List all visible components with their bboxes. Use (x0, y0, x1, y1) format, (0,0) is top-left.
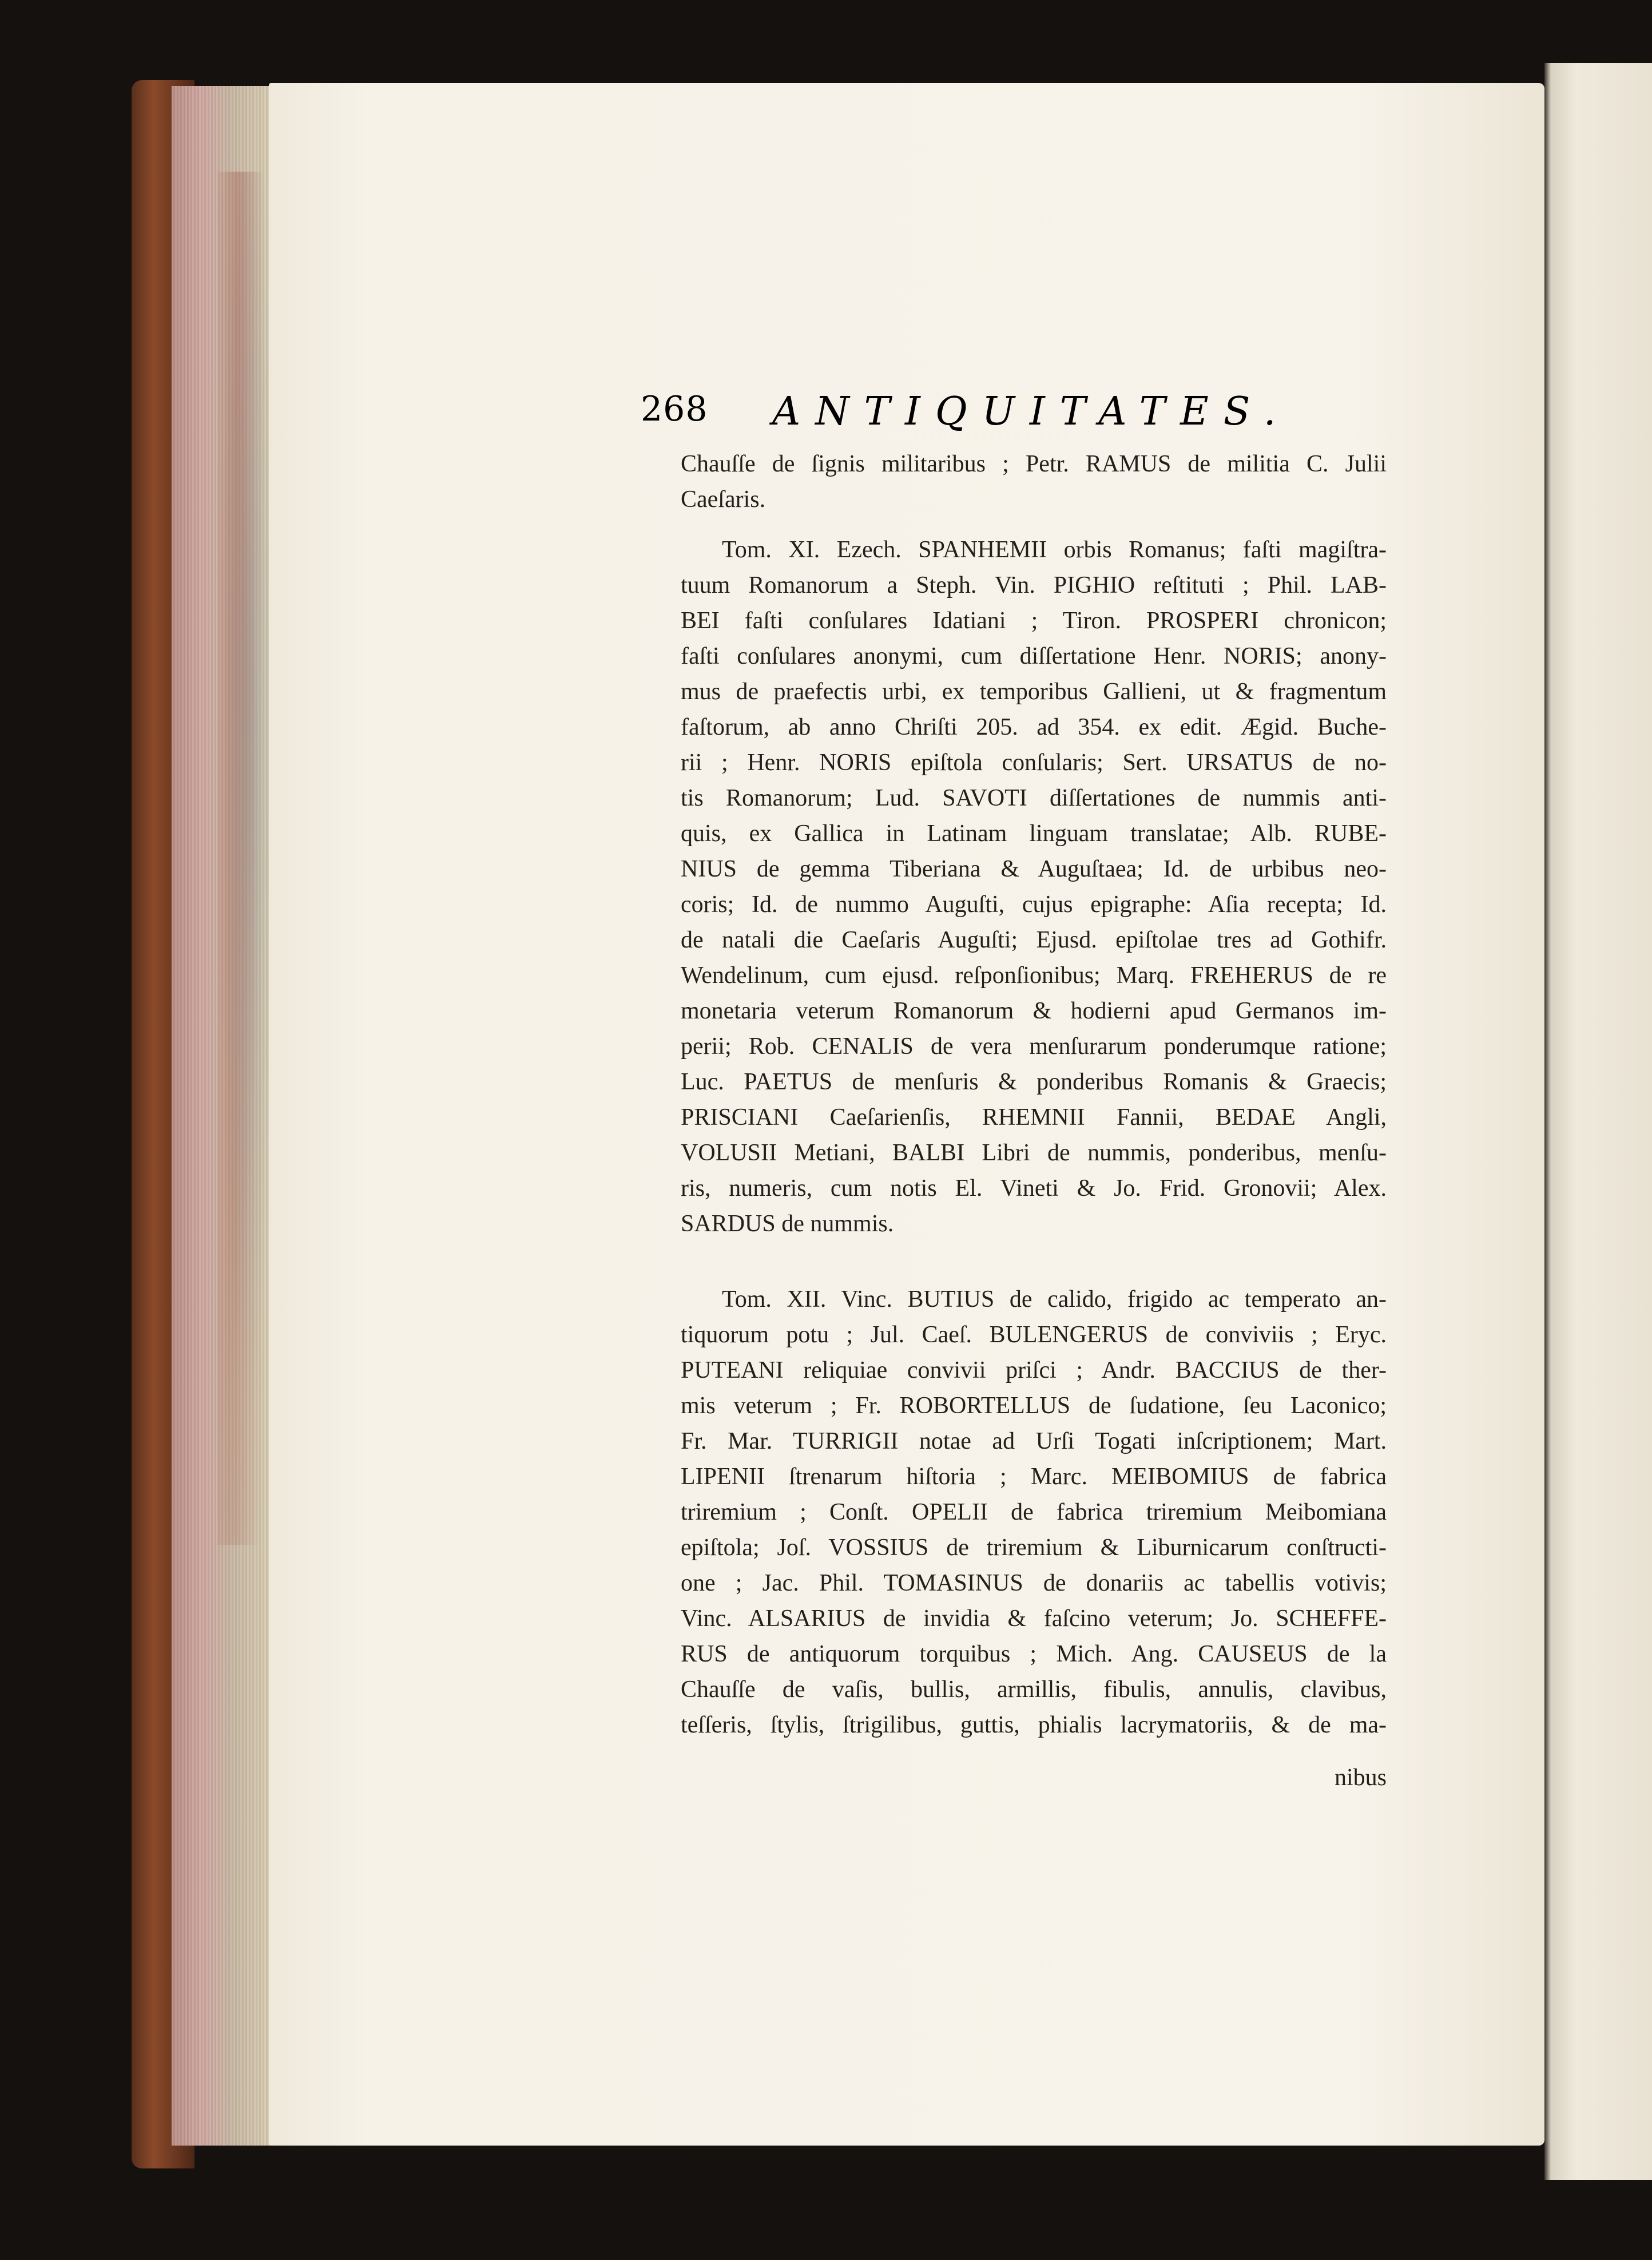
text-line: LIPENII ſtrenarum hiſtoria ; Marc. MEIBOMIUS de fabrica (681, 1464, 1387, 1490)
text-line: tiquorum potu ; Jul. Caeſ. BULENGERUS de conviviis ; Eryc. (681, 1322, 1387, 1348)
text-line: perii; Rob. CENALIS de vera menſurarum ponderumque ratione; (681, 1033, 1387, 1060)
text-line: SARDUS de nummis. (681, 1211, 894, 1237)
text-line: PUTEANI reliquiae convivii priſci ; Andr. BACCIUS de ther- (681, 1357, 1387, 1383)
text-line: Fr. Mar. TURRIGII notae ad Urſi Togati inſcriptionem; Mart. (681, 1428, 1387, 1454)
text-line: faſti conſulares anonymi, cum diſſertatione Henr. NORIS; anony- (681, 643, 1387, 669)
marbled-edge (217, 172, 269, 1545)
text-line: Chauſſe de vaſis, bullis, armillis, fibulis, annulis, clavibus, (681, 1676, 1387, 1703)
text-line: coris; Id. de nummo Auguſti, cujus epigraphe: Aſia recepta; Id. (681, 891, 1387, 918)
running-head (641, 389, 1390, 441)
text-line: teſſeris, ſtylis, ſtrigilibus, guttis, phialis lacrymatoriis, & de ma- (681, 1712, 1387, 1738)
text-line: rii ; Henr. NORIS epiſtola conſularis; Sert. URSATUS de no- (681, 750, 1387, 776)
text-line: RUS de antiquorum torquibus ; Mich. Ang. CAUSEUS de la (681, 1641, 1387, 1667)
text-line: tis Romanorum; Lud. SAVOTI diſſertationes de nummis anti- (681, 785, 1387, 811)
paragraph-3 (681, 1282, 1387, 1743)
text-line: de natali die Caeſaris Auguſti; Ejusd. epiſtolae tres ad Gothifr. (681, 927, 1387, 953)
catchword: nibus (1334, 1765, 1387, 1791)
text-line: monetaria veterum Romanorum & hodierni apud Germanos im- (681, 998, 1387, 1024)
page-title: ANTIQUITATES. (772, 389, 1291, 434)
text-line: mus de praefectis urbi, ex temporibus Gallieni, ut & fragmentum (681, 679, 1387, 705)
facing-page (1544, 63, 1652, 2180)
text-line: ris, numeris, cum notis El. Vineti & Jo. Frid. Gronovii; Alex. (681, 1175, 1387, 1202)
text-line: Luc. PAETUS de menſuris & ponderibus Romanis & Graecis; (681, 1069, 1387, 1095)
text-line: Vinc. ALSARIUS de invidia & faſcino veterum; Jo. SCHEFFE- (681, 1605, 1387, 1632)
text-line: Tom. XI. Ezech. SPANHEMII orbis Romanus; faſti magiſtra- (722, 537, 1387, 563)
text-line: Caeſaris. (681, 486, 766, 513)
text-line: triremium ; Conſt. OPELII de fabrica triremium Meibomiana (681, 1499, 1387, 1525)
text-line: tuum Romanorum a Steph. Vin. PIGHIO reſtituti ; Phil. LAB- (681, 572, 1387, 598)
page-number: 268 (641, 389, 708, 429)
text-line: NIUS de gemma Tiberiana & Auguſtaea; Id. de urbibus neo- (681, 856, 1387, 882)
text-line: Tom. XII. Vinc. BUTIUS de calido, frigido ac temperato an- (722, 1286, 1387, 1313)
text-line: BEI faſti conſulares Idatiani ; Tiron. PROSPERI chronicon; (681, 608, 1387, 634)
text-line: VOLUSII Metiani, BALBI Libri de nummis, ponderibus, menſu- (681, 1140, 1387, 1166)
catchword-block (681, 1760, 1387, 1795)
text-line: faſtorum, ab anno Chriſti 205. ad 354. ex edit. Ægid. Buche- (681, 714, 1387, 740)
text-line: Chauſſe de ſignis militaribus ; Petr. RAMUS de militia C. Julii (681, 451, 1387, 477)
text-line: epiſtola; Joſ. VOSSIUS de triremium & Liburnicarum conſtructi- (681, 1535, 1387, 1561)
text-line: one ; Jac. Phil. TOMASINUS de donariis ac tabellis votivis; (681, 1570, 1387, 1596)
text-line: PRISCIANI Caeſarienſis, RHEMNII Fannii, BEDAE Angli, (681, 1104, 1387, 1131)
text-line: mis veterum ; Fr. ROBORTELLUS de ſudatione, ſeu Laconico; (681, 1393, 1387, 1419)
text-line: Wendelinum, cum ejusd. reſponſionibus; Marq. FREHERUS de re (681, 962, 1387, 989)
paragraph-2 (681, 532, 1387, 1242)
text-line: quis, ex Gallica in Latinam linguam translatae; Alb. RUBE- (681, 820, 1387, 847)
paragraph-1 (681, 446, 1387, 517)
